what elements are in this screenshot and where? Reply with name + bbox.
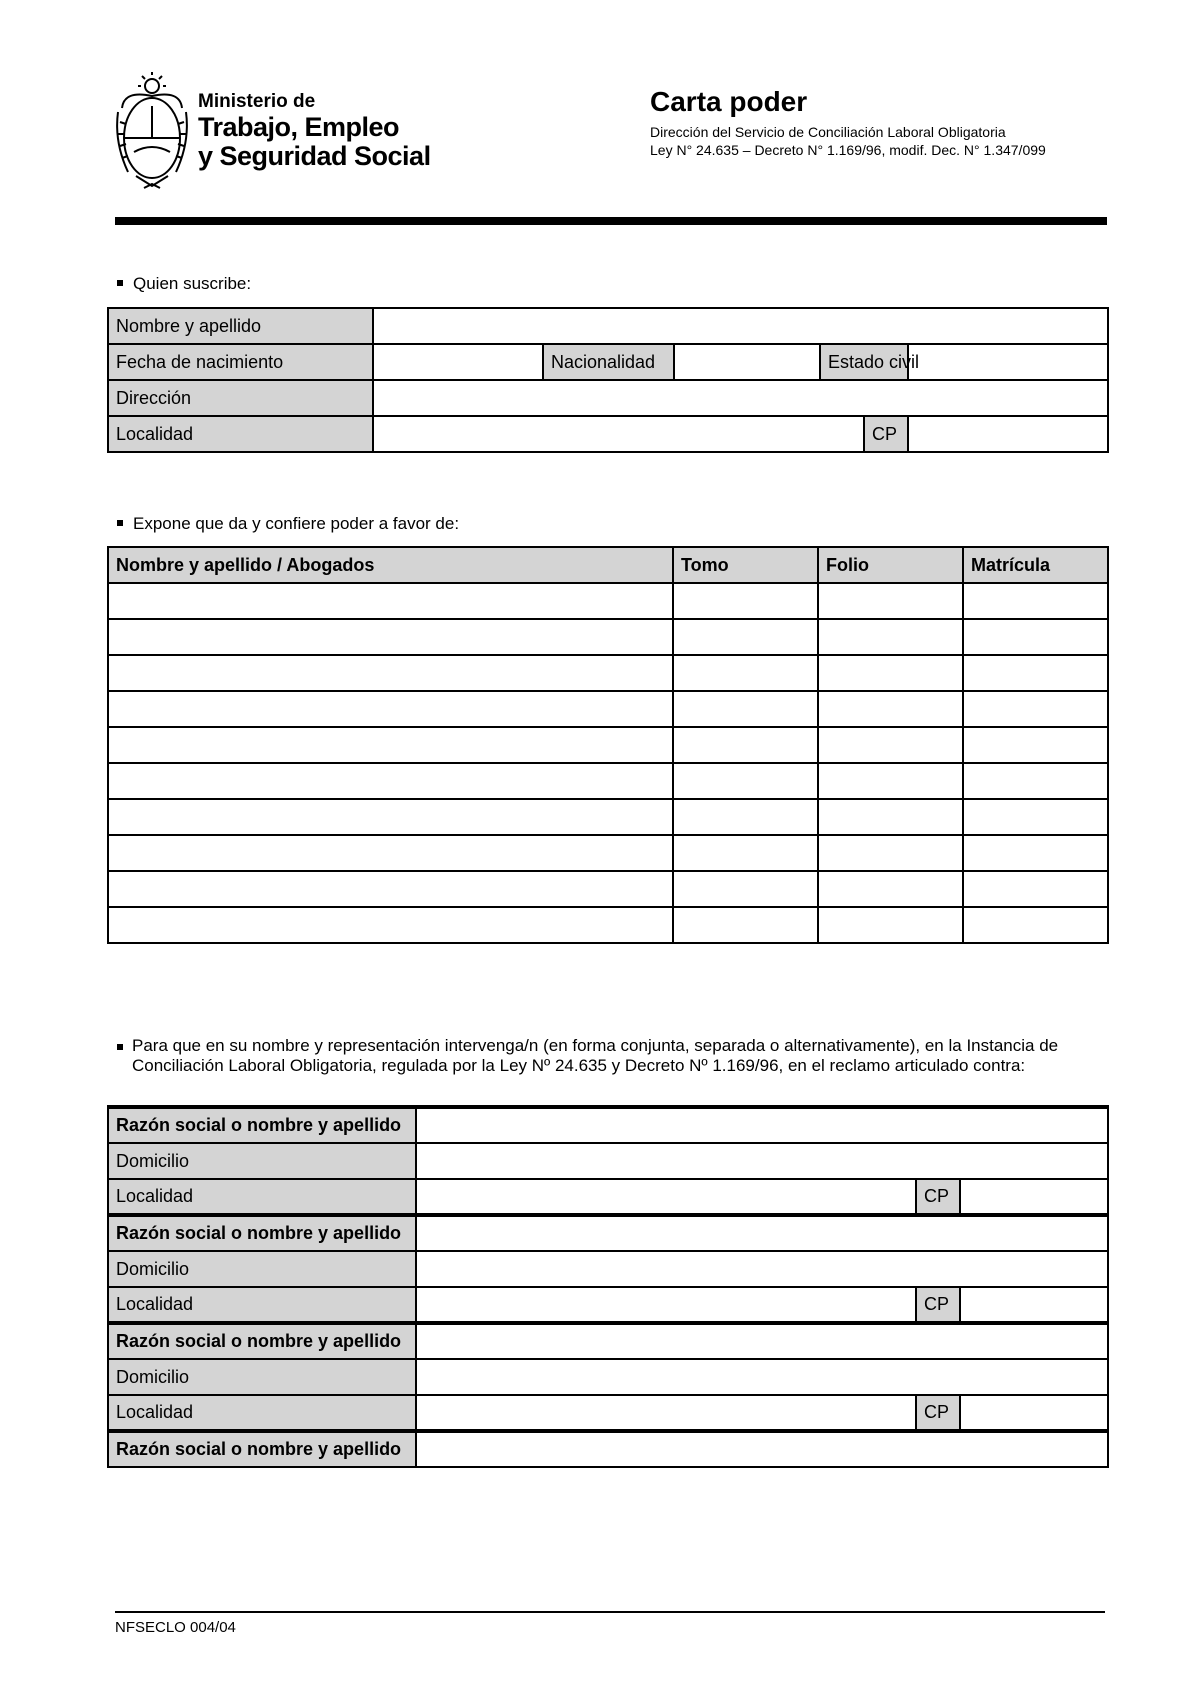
- folio-field[interactable]: [818, 871, 963, 907]
- name-label: Nombre y apellido: [108, 308, 373, 344]
- birth-date-label: Fecha de nacimiento: [108, 344, 373, 380]
- section-2-heading: [117, 514, 459, 534]
- nationality-field[interactable]: [674, 344, 820, 380]
- lawyer-name-field[interactable]: [108, 655, 673, 691]
- matricula-field[interactable]: [963, 727, 1108, 763]
- folio-header: Folio: [818, 547, 963, 583]
- document-subtitle-2: Ley N° 24.635 – Decreto N° 1.169/96, modif. Dec. N° 1.347/099: [650, 142, 1046, 158]
- cp-field[interactable]: [908, 416, 1108, 452]
- ministry-name: [198, 92, 431, 170]
- bullet-icon: [117, 520, 123, 526]
- tomo-field[interactable]: [673, 655, 818, 691]
- tomo-field[interactable]: [673, 835, 818, 871]
- folio-field[interactable]: [818, 619, 963, 655]
- localidad-field[interactable]: [416, 1287, 916, 1323]
- folio-field[interactable]: [818, 799, 963, 835]
- name-field[interactable]: [373, 308, 1108, 344]
- address-label: Dirección: [108, 380, 373, 416]
- matricula-header: Matrícula: [963, 547, 1108, 583]
- representation-paragraph: Para que en su nombre y representación intervenga/n (en forma conjunta, separada o alternativamente), en la Instancia de Conciliación Laboral Obligatoria, regulada por la Ley Nº 24.635 y Decreto Nº 1.169/96, en el reclamo articulado contra:: [132, 1036, 1059, 1075]
- folio-field[interactable]: [818, 691, 963, 727]
- matricula-field[interactable]: [963, 655, 1108, 691]
- localidad-field[interactable]: [416, 1395, 916, 1431]
- lawyer-row: [108, 583, 1108, 619]
- tomo-field[interactable]: [673, 763, 818, 799]
- tomo-field[interactable]: [673, 799, 818, 835]
- localidad-label: Localidad: [108, 1287, 416, 1323]
- lawyer-name-field[interactable]: [108, 871, 673, 907]
- tomo-field[interactable]: [673, 727, 818, 763]
- razon-social-field[interactable]: [416, 1215, 1108, 1251]
- folio-field[interactable]: [818, 727, 963, 763]
- lawyer-name-header: Nombre y apellido / Abogados: [108, 547, 673, 583]
- localidad-label: Localidad: [108, 1179, 416, 1215]
- domicilio-label: Domicilio: [108, 1143, 416, 1179]
- lawyer-row: [108, 619, 1108, 655]
- tomo-field[interactable]: [673, 583, 818, 619]
- domicilio-field[interactable]: [416, 1251, 1108, 1287]
- matricula-field[interactable]: [963, 583, 1108, 619]
- tomo-field[interactable]: [673, 907, 818, 943]
- coat-of-arms-logo: [114, 72, 190, 194]
- folio-field[interactable]: [818, 763, 963, 799]
- localidad-label: Localidad: [108, 1395, 416, 1431]
- section-2-heading-text: Expone que da y confiere poder a favor de:: [133, 514, 460, 533]
- cp-label: CP: [916, 1179, 960, 1215]
- address-field[interactable]: [373, 380, 1108, 416]
- civil-status-field[interactable]: [908, 344, 1108, 380]
- lawyer-name-field[interactable]: [108, 691, 673, 727]
- localidad-field[interactable]: [416, 1179, 916, 1215]
- section-1-heading-text: Quien suscribe:: [133, 274, 252, 293]
- domicilio-field[interactable]: [416, 1143, 1108, 1179]
- folio-field[interactable]: [818, 655, 963, 691]
- subscriber-table: [107, 307, 1109, 453]
- lawyer-name-field[interactable]: [108, 799, 673, 835]
- razon-social-field[interactable]: [416, 1323, 1108, 1359]
- cp-label: CP: [916, 1395, 960, 1431]
- lawyer-row: [108, 799, 1108, 835]
- folio-field[interactable]: [818, 907, 963, 943]
- cp-label: CP: [864, 416, 908, 452]
- ministry-line-1: Ministerio de: [198, 91, 316, 112]
- birth-date-field[interactable]: [373, 344, 543, 380]
- section-1-heading: [117, 274, 251, 294]
- bullet-icon: [117, 1044, 123, 1050]
- civil-status-label: Estado civil: [820, 344, 908, 380]
- folio-field[interactable]: [818, 583, 963, 619]
- ministry-line-3: y Seguridad Social: [198, 141, 431, 171]
- matricula-field[interactable]: [963, 763, 1108, 799]
- lawyer-name-field[interactable]: [108, 619, 673, 655]
- tomo-field[interactable]: [673, 691, 818, 727]
- form-code: NFSECLO 004/04: [115, 1619, 236, 1636]
- lawyer-row: [108, 691, 1108, 727]
- razon-social-field[interactable]: [416, 1107, 1108, 1143]
- lawyer-name-field[interactable]: [108, 763, 673, 799]
- cp-field[interactable]: [960, 1395, 1108, 1431]
- tomo-field[interactable]: [673, 619, 818, 655]
- razon-social-label: Razón social o nombre y apellido: [108, 1215, 416, 1251]
- document-title: Carta poder: [650, 86, 808, 117]
- cp-field[interactable]: [960, 1287, 1108, 1323]
- ministry-line-2: Trabajo, Empleo: [198, 112, 400, 142]
- respondents-table: [107, 1105, 1109, 1468]
- matricula-field[interactable]: [963, 907, 1108, 943]
- header-divider: [115, 217, 1107, 225]
- razon-social-label: Razón social o nombre y apellido: [108, 1107, 416, 1143]
- matricula-field[interactable]: [963, 691, 1108, 727]
- matricula-field[interactable]: [963, 799, 1108, 835]
- matricula-field[interactable]: [963, 835, 1108, 871]
- domicilio-label: Domicilio: [108, 1251, 416, 1287]
- tomo-field[interactable]: [673, 871, 818, 907]
- cp-label: CP: [916, 1287, 960, 1323]
- tomo-header: Tomo: [673, 547, 818, 583]
- bullet-icon: [117, 280, 123, 286]
- nationality-label: Nacionalidad: [543, 344, 674, 380]
- lawyer-row: [108, 727, 1108, 763]
- lawyer-name-field[interactable]: [108, 583, 673, 619]
- locality-label: Localidad: [108, 416, 373, 452]
- footer-divider: [115, 1611, 1105, 1613]
- lawyer-row: [108, 835, 1108, 871]
- matricula-field[interactable]: [963, 871, 1108, 907]
- lawyer-row: [108, 871, 1108, 907]
- lawyer-name-field[interactable]: [108, 907, 673, 943]
- cp-field[interactable]: [960, 1179, 1108, 1215]
- locality-field[interactable]: [373, 416, 864, 452]
- razon-social-label: Razón social o nombre y apellido: [108, 1323, 416, 1359]
- document-subtitle-1: Dirección del Servicio de Conciliación Laboral Obligatoria: [650, 124, 1006, 140]
- razon-social-field[interactable]: [416, 1431, 1108, 1467]
- razon-social-label: Razón social o nombre y apellido: [108, 1431, 416, 1467]
- folio-field[interactable]: [818, 835, 963, 871]
- domicilio-field[interactable]: [416, 1359, 1108, 1395]
- lawyer-name-field[interactable]: [108, 835, 673, 871]
- lawyers-table: [107, 546, 1109, 944]
- domicilio-label: Domicilio: [108, 1359, 416, 1395]
- lawyer-row: [108, 907, 1108, 943]
- lawyer-name-field[interactable]: [108, 727, 673, 763]
- lawyer-row: [108, 763, 1108, 799]
- lawyer-row: [108, 655, 1108, 691]
- matricula-field[interactable]: [963, 619, 1108, 655]
